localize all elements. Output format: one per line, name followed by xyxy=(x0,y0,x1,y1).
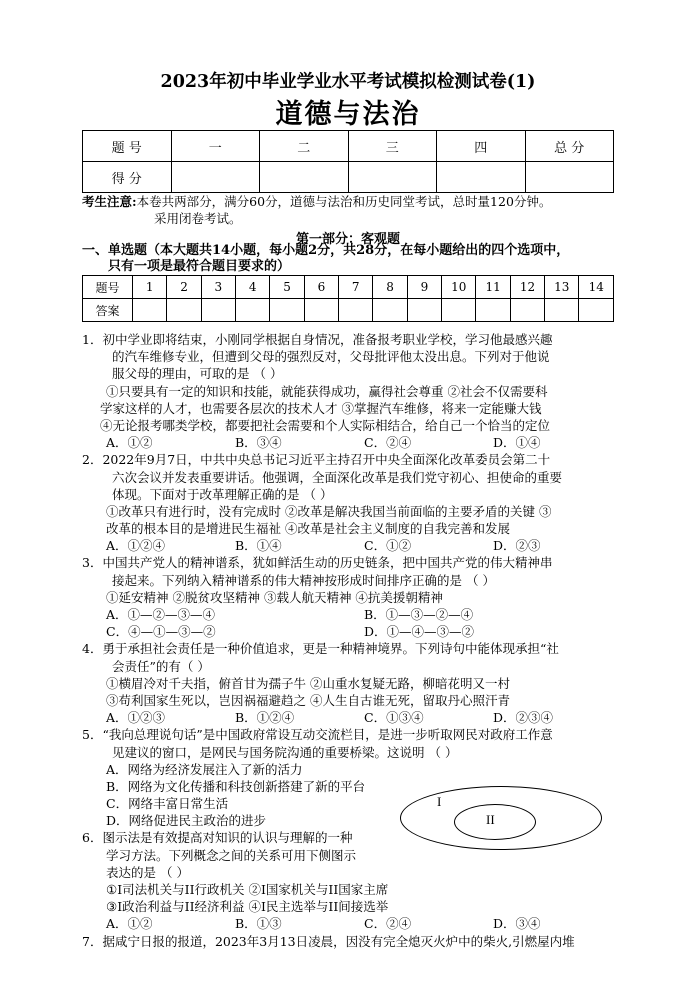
option-d[interactable]: D．①④ xyxy=(493,435,541,451)
score-header-cell: 总 分 xyxy=(525,131,614,162)
question-3-statement: ①延安精神 ②脱贫攻坚精神 ③载人航天精神 ④抗美援朝精神 xyxy=(106,589,443,605)
score-header-cell: 四 xyxy=(437,131,526,162)
answer-table-answer-row xyxy=(83,299,614,322)
option-a[interactable]: A．①—②—③—④ xyxy=(106,607,216,622)
answer-number: 3 xyxy=(201,276,235,299)
answer-table xyxy=(82,275,614,322)
answer-cell[interactable] xyxy=(167,299,201,322)
question-3-stem: 接起来。下列纳入精神谱系的伟大精神按形成时间排序正确的是 （ ） xyxy=(112,572,495,588)
score-table xyxy=(82,130,614,193)
section-heading-line: 只有一项是最符合题目要求的） xyxy=(108,259,291,274)
option-b[interactable]: B．网络为文化传播和科技创新搭建了新的平台 xyxy=(106,778,366,794)
question-2-stem: 体现。下面对于改革理解正确的是 （ ） xyxy=(112,486,333,502)
question-4-stem: 4．勇于承担社会责任是一种价值追求，更是一种精神境界。下列诗句中能体现承担“社 xyxy=(82,641,559,657)
question-2-stem: 六次会议并发表重要讲话。他强调，全面深化改革是我们党守初心、担使命的重要 xyxy=(112,469,563,485)
answer-row-label: 答案 xyxy=(83,299,133,322)
section-heading-line: 一、单选题（本大题共14小题，每小题2分，共28分，在每小题给出的四个选项中， xyxy=(82,243,570,258)
question-1-statement: ①只要具有一定的知识和技能，就能获得成功，赢得社会尊重 ②社会不仅需要科 xyxy=(106,383,548,399)
diagram-outer-label: I xyxy=(437,794,442,809)
option-d[interactable]: D．②③④ xyxy=(493,710,554,726)
answer-number: 12 xyxy=(510,276,544,299)
section-heading xyxy=(82,243,622,275)
notice-text: 采用闭卷考试。 xyxy=(154,211,242,226)
score-header-cell: 题 号 xyxy=(83,131,172,162)
answer-cell[interactable] xyxy=(201,299,235,322)
answer-cell[interactable] xyxy=(442,299,476,322)
question-6-stem: 6．图示法是有效提高对知识的认识与理解的一种 xyxy=(82,830,353,846)
question-6-options xyxy=(82,915,622,932)
answer-cell[interactable] xyxy=(579,299,614,322)
answer-cell[interactable] xyxy=(510,299,544,322)
part-title: 第一部分：客观题 xyxy=(295,232,400,247)
answer-number: 13 xyxy=(545,276,579,299)
answer-number: 8 xyxy=(373,276,407,299)
answer-cell[interactable] xyxy=(339,299,373,322)
question-6-statement: ③I政治利益与II经济利益 ④I民主选举与II间接选举 xyxy=(106,899,389,915)
question-4-stem: 会责任”的有（ ） xyxy=(112,658,210,674)
answer-number: 4 xyxy=(236,276,270,299)
option-c[interactable]: C．④—①—③—② xyxy=(106,624,216,640)
option-c[interactable]: C．②④ xyxy=(364,916,412,932)
question-3-stem: 3．中国共产党人的精神谱系，犹如鲜活生动的历史链条，把中国共产党的伟大精神串 xyxy=(82,555,553,571)
score-header-cell: 三 xyxy=(348,131,437,162)
option-c[interactable]: C．②④ xyxy=(364,435,412,451)
question-2-statement: ①改革只有进行时，没有完成时 ②改革是解决我国当前面临的主要矛盾的关键 ③ xyxy=(106,503,552,519)
option-a[interactable]: A．网络为经济发展注入了新的活力 xyxy=(106,761,303,777)
question-1-statement: 学家这样的人才，也需要各层次的技术人才 ③掌握汽车维修，将来一定能赚大钱 xyxy=(100,400,542,416)
score-label-cell: 得 分 xyxy=(83,162,172,193)
option-d[interactable]: D．③④ xyxy=(493,916,541,932)
option-b[interactable]: B．①—③—②—④ xyxy=(364,607,474,622)
answer-number: 11 xyxy=(476,276,510,299)
question-3-options xyxy=(82,606,622,623)
option-d[interactable]: D．②③ xyxy=(493,538,541,554)
answer-cell[interactable] xyxy=(304,299,338,322)
answer-cell[interactable] xyxy=(133,299,167,322)
score-header-cell: 二 xyxy=(260,131,349,162)
option-d[interactable]: D．①—④—③—② xyxy=(364,624,475,640)
answer-number: 9 xyxy=(407,276,441,299)
answer-table-header-row xyxy=(83,276,614,299)
answer-number: 10 xyxy=(442,276,476,299)
question-1-stem: 服父母的理由，可取的是 （ ） xyxy=(112,366,283,382)
option-a[interactable]: A．①②③ xyxy=(106,710,166,726)
answer-number: 6 xyxy=(304,276,338,299)
option-a[interactable]: A．①② xyxy=(106,916,153,932)
answer-cell[interactable] xyxy=(270,299,304,322)
score-cell[interactable] xyxy=(348,162,437,193)
answer-cell[interactable] xyxy=(236,299,270,322)
score-table-row xyxy=(83,162,614,193)
question-2-stem: 2．2022年9月7日，中共中央总书记习近平主持召开中央全面深化改革委员会第二十 xyxy=(82,452,551,468)
question-5-stem: 见建议的窗口，是网民与国务院沟通的重要桥梁。这说明 （ ） xyxy=(112,744,458,760)
question-1-stem: 1．初中学业即将结束，小刚同学根据自身情况，准备报考职业学校，学习他最感兴趣 xyxy=(82,332,553,347)
question-2-options xyxy=(82,537,622,554)
exam-title: 2023年初中毕业学业水平考试模拟检测试卷(1) xyxy=(160,72,536,92)
answer-number: 14 xyxy=(579,276,614,299)
answer-cell[interactable] xyxy=(476,299,510,322)
answer-number: 1 xyxy=(133,276,167,299)
question-1-stem: 的汽车维修专业，但遭到父母的强烈反对，父母批评他太没出息。下列对于他说 xyxy=(112,349,550,365)
question-6-stem: 学习方法。下列概念之间的关系可用下侧图示 xyxy=(106,847,357,863)
notice-text: 本卷共两部分，满分60分，道德与法治和历史同堂考试，总时量120分钟。 xyxy=(136,194,552,209)
question-2-statement: 改革的根本目的是增进民生福祉 ④改革是社会主义制度的自我完善和发展 xyxy=(106,521,510,537)
question-1-options xyxy=(82,434,622,451)
diagram-inner-ellipse xyxy=(454,804,536,840)
answer-cell[interactable] xyxy=(373,299,407,322)
answer-cell[interactable] xyxy=(545,299,579,322)
option-c[interactable]: C．网络丰富日常生活 xyxy=(106,796,229,812)
answer-cell[interactable] xyxy=(407,299,441,322)
score-cell[interactable] xyxy=(525,162,614,193)
score-table-row xyxy=(83,131,614,162)
option-c[interactable]: C．①③④ xyxy=(364,710,424,726)
option-d[interactable]: D．网络促进民主政治的进步 xyxy=(106,813,267,829)
question-7-stem: 7．据咸宁日报的报道，2023年3月13日凌晨，因没有完全熄灭火炉中的柴火,引燃屋内堆 xyxy=(82,933,575,949)
score-cell[interactable] xyxy=(171,162,260,193)
option-a[interactable]: A．①②④ xyxy=(106,538,166,554)
question-5-stem: 5．“我向总理说句话”是中国政府常设互动交流栏目，是进一步听取网民对政府工作意 xyxy=(82,727,553,743)
answer-number: 5 xyxy=(270,276,304,299)
subject-title: 道德与法治 xyxy=(275,99,421,130)
score-cell[interactable] xyxy=(437,162,526,193)
option-b[interactable]: B．①②④ xyxy=(235,710,295,726)
score-header-cell: 一 xyxy=(171,131,260,162)
question-3-options xyxy=(82,623,622,640)
exam-notice xyxy=(82,193,622,227)
option-b[interactable]: B．①④ xyxy=(235,538,282,554)
question-1-statement: ④无论报考哪类学校，都要把社会需要和个人实际相结合，给自己一个恰当的定位 xyxy=(100,417,551,433)
answer-number: 7 xyxy=(339,276,373,299)
diagram-inner-label: II xyxy=(486,812,495,827)
question-4-options xyxy=(82,709,622,726)
question-4-statement: ③苟利国家生死以，岂因祸福避趋之 ④人生自古谁无死，留取丹心照汗青 xyxy=(106,692,510,708)
answer-header-label: 题号 xyxy=(83,276,133,299)
option-c[interactable]: C．①② xyxy=(364,538,412,554)
option-a[interactable]: A．①② xyxy=(106,435,153,451)
question-6-stem: 表达的是 （ ） xyxy=(106,864,189,880)
answer-number: 2 xyxy=(167,276,201,299)
option-b[interactable]: B．①③ xyxy=(235,916,282,932)
questions-list xyxy=(82,331,622,950)
score-cell[interactable] xyxy=(260,162,349,193)
notice-label: 考生注意: xyxy=(82,194,137,209)
option-b[interactable]: B．③④ xyxy=(235,435,282,451)
question-4-statement: ①横眉冷对千夫指，俯首甘为孺子牛 ②山重水复疑无路，柳暗花明又一村 xyxy=(106,675,510,691)
question-6-statement: ①I司法机关与II行政机关 ②I国家机关与II国家主席 xyxy=(106,882,389,897)
